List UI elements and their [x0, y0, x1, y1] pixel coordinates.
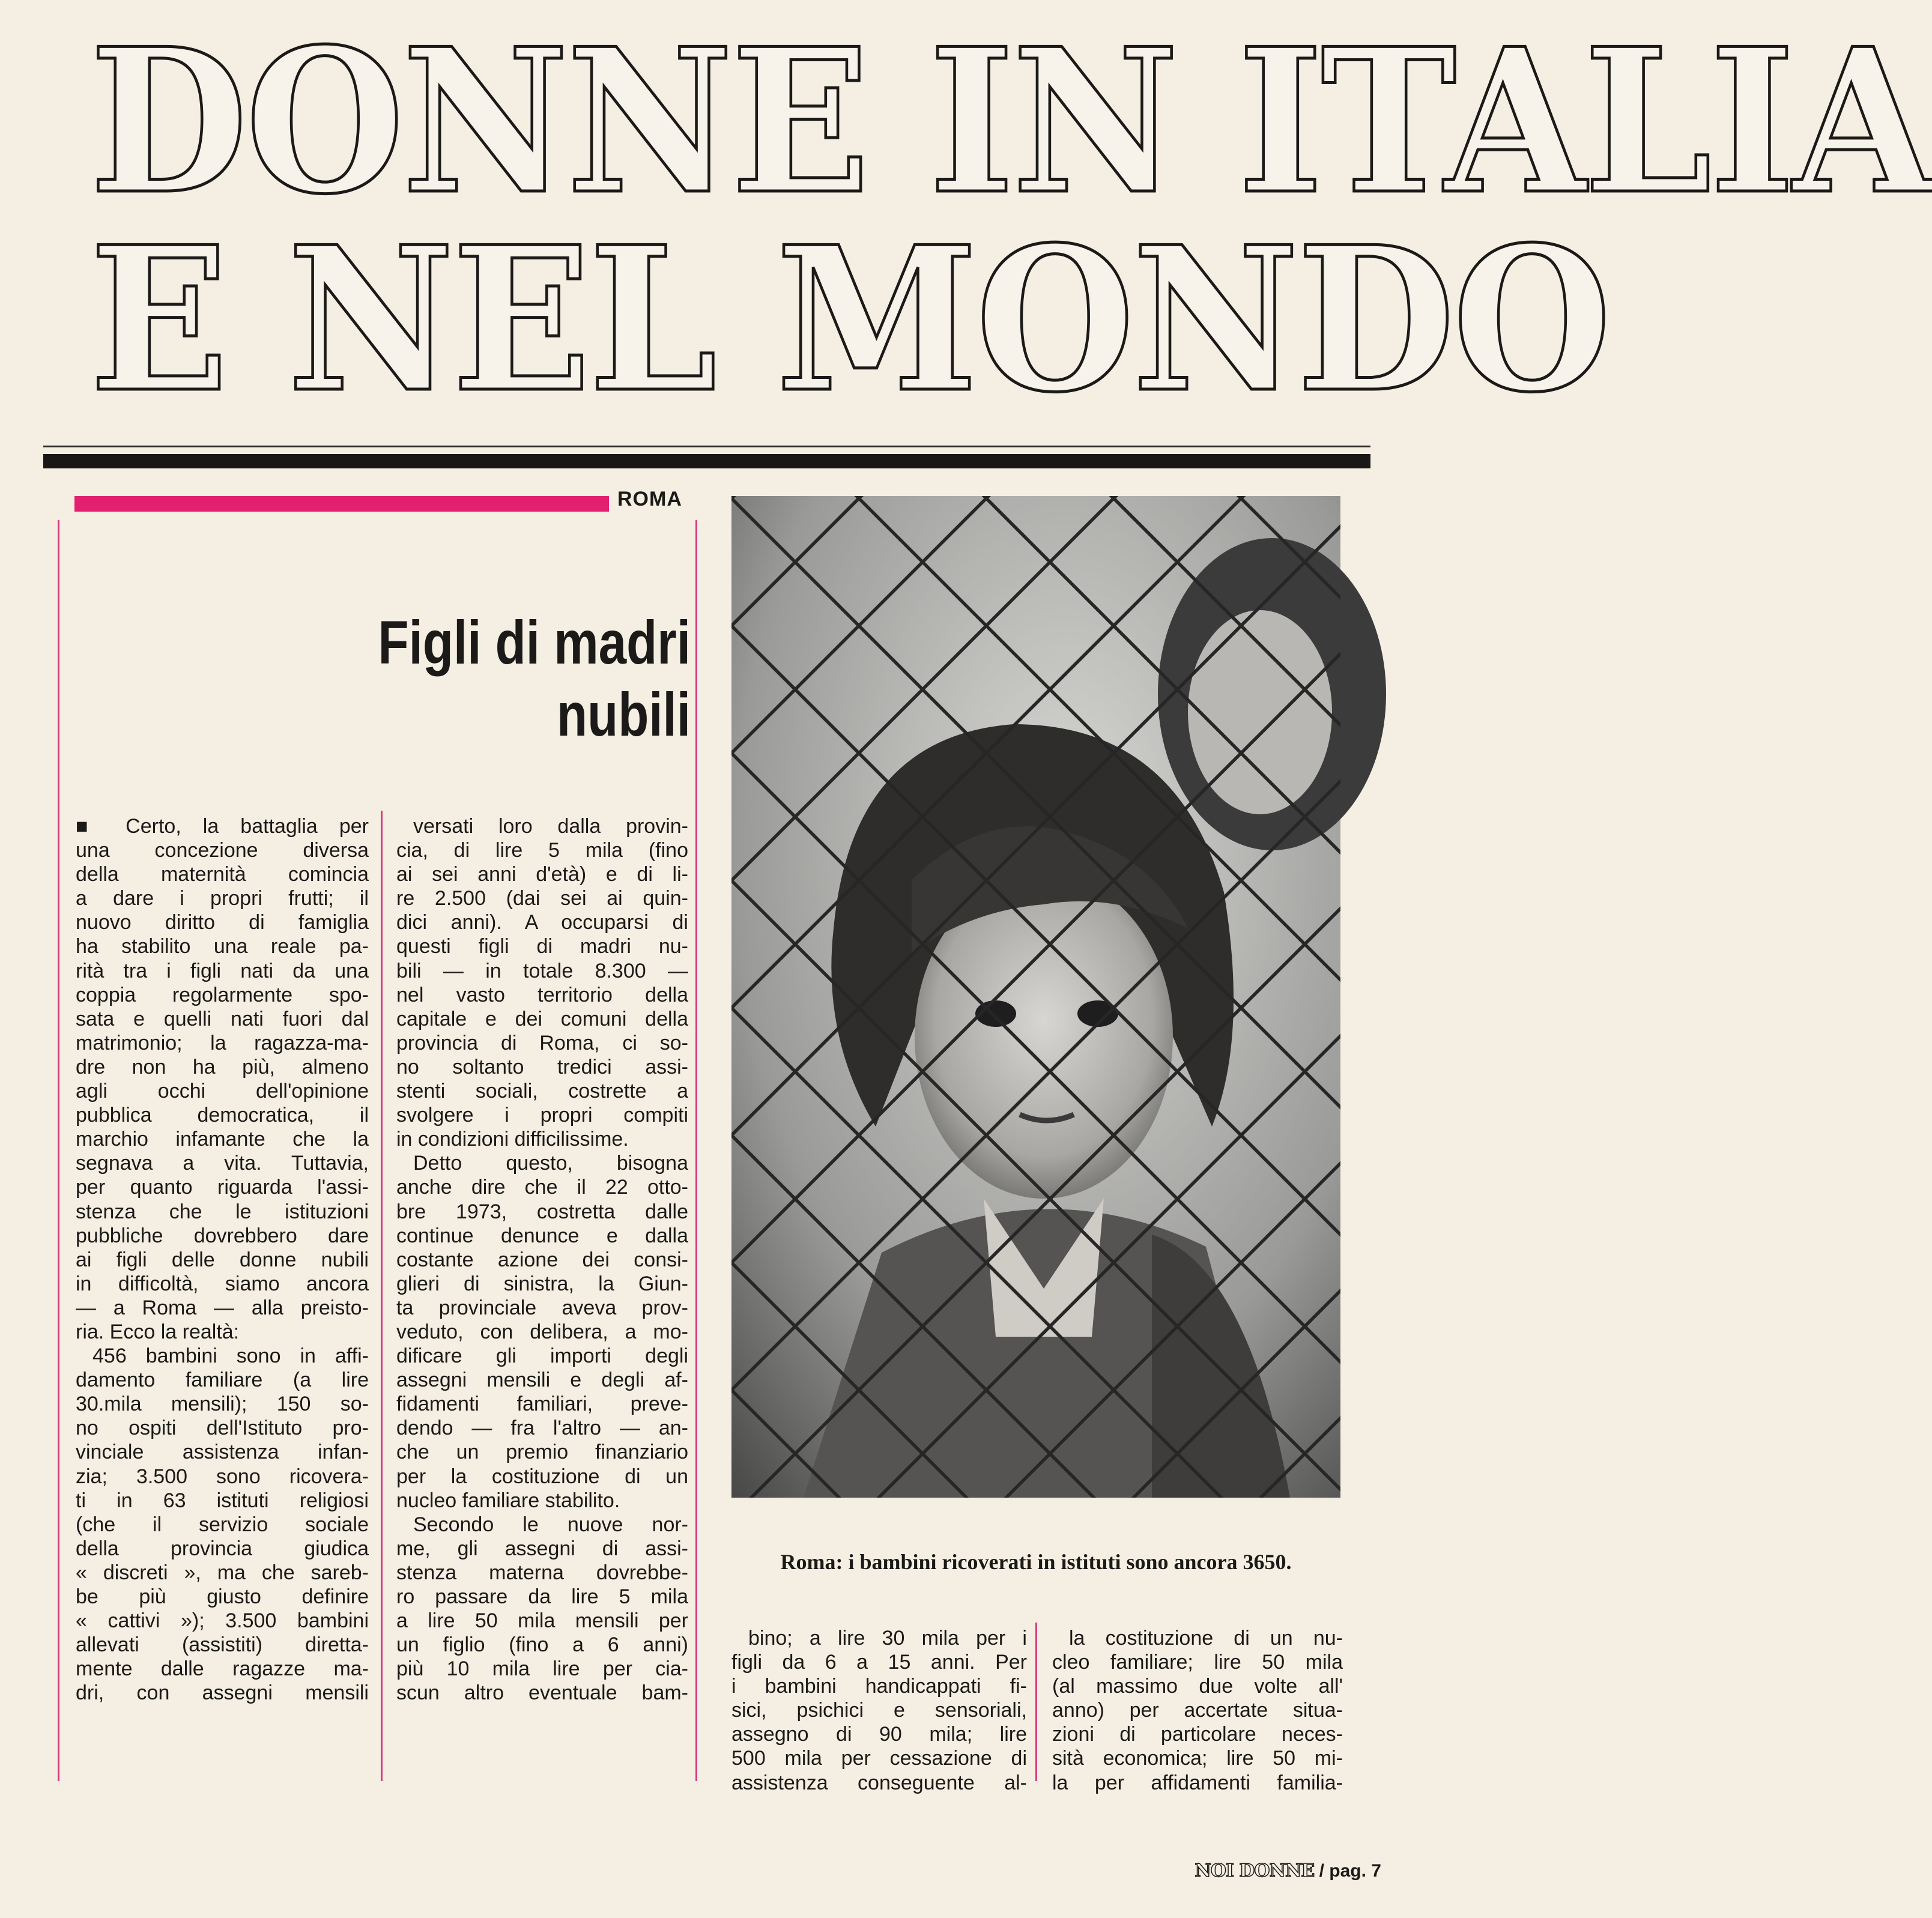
- text-line: ro passare da lire 5 mila: [396, 1585, 688, 1608]
- bullet-square: ■: [76, 815, 126, 838]
- article-paragraph: [731, 1626, 1027, 1795]
- text-line: dri, con assegni mensili: [76, 1681, 369, 1705]
- text-line: ta provinciale aveva prov-: [396, 1296, 688, 1319]
- text-line: dre non ha più, almeno: [76, 1055, 369, 1078]
- text-line: be più giusto definire: [76, 1585, 369, 1608]
- text-line: matrimonio; la ragazza-ma-: [76, 1031, 369, 1054]
- text-line: 500 mila per cessazione di: [731, 1747, 1027, 1770]
- text-line: — a Roma — alla preisto-: [76, 1296, 369, 1319]
- text-line: continue denunce e dalla: [396, 1224, 688, 1247]
- text-line: fidamenti familiari, preve-: [396, 1393, 688, 1416]
- section-kicker: ROMA: [617, 488, 682, 510]
- text-line: cleo familiare; lire 50 mila: [1052, 1651, 1343, 1674]
- text-line: ■ Certo, la battaglia per: [76, 815, 369, 838]
- headline-line-1: Figli di madri: [378, 608, 691, 677]
- text-line: nel vasto territorio della: [396, 983, 688, 1006]
- article-column-1: [76, 814, 369, 1705]
- text-line: zioni di particolare neces-: [1052, 1723, 1343, 1746]
- text-line: stenza che le istituzioni: [76, 1200, 369, 1223]
- text-line: assistenza conseguente al-: [731, 1771, 1027, 1794]
- text-line: che un premio finanziario: [396, 1441, 688, 1464]
- text-line: assegni mensili e degli af-: [396, 1369, 688, 1392]
- article-paragraph: [76, 1344, 369, 1705]
- column-rule-middle: [381, 811, 383, 1781]
- text-line: 456 bambini sono in affi-: [92, 1345, 369, 1368]
- text-line: in difficoltà, siamo ancora: [76, 1272, 369, 1295]
- article-paragraph: [76, 814, 369, 1344]
- text-line: bili — in totale 8.300 —: [396, 959, 688, 982]
- child-behind-fence-photo: [731, 496, 1340, 1498]
- article-column-3: [731, 1626, 1027, 1795]
- article-column-2: [396, 814, 688, 1705]
- column-rule-bottom: [1035, 1623, 1037, 1781]
- text-line: glieri di sinistra, la Giun-: [396, 1272, 688, 1295]
- text-line: provincia di Roma, ci so-: [396, 1031, 688, 1054]
- article-headline: [331, 607, 691, 751]
- text-line: nucleo familiare stabilito.: [396, 1489, 620, 1512]
- article-photo: [731, 496, 1340, 1498]
- text-line: marchio infamante che la: [76, 1128, 369, 1151]
- text-line: figli da 6 a 15 anni. Per: [731, 1651, 1027, 1674]
- text-line: vinciale assistenza infan-: [76, 1441, 369, 1464]
- text-line: assegno di 90 mila; lire: [731, 1723, 1027, 1746]
- text-line: bino; a lire 30 mila per i: [748, 1627, 1027, 1650]
- section-color-bar: [74, 496, 609, 512]
- text-line: me, gli assegni di assi-: [396, 1537, 688, 1560]
- article-column-4: [1052, 1626, 1343, 1795]
- column-rule-right: [695, 811, 697, 1781]
- masthead-thin-rule: [43, 446, 1370, 447]
- article-paragraph: [396, 1151, 688, 1512]
- text-line: bre 1973, costretta dalle: [396, 1200, 688, 1223]
- text-line: anno) per accertate situa-: [1052, 1699, 1343, 1722]
- text-line: stenti sociali, costrette a: [396, 1080, 688, 1103]
- text-line: in condizioni difficilissime.: [396, 1128, 629, 1151]
- text-line: rità tra i figli nati da una: [76, 959, 369, 982]
- masthead-thick-rule: [43, 454, 1370, 468]
- text-line: allevati (assistiti) diretta-: [76, 1633, 369, 1657]
- masthead-line-1: DONNE IN ITALIA: [89, 5, 1932, 238]
- headline-line-2: nubili: [557, 680, 691, 749]
- text-line: svolgere i propri compiti: [396, 1104, 688, 1127]
- text-line: della maternità comincia: [76, 863, 369, 886]
- text-line: ha stabilito una reale pa-: [76, 935, 369, 958]
- text-line: 30.mila mensili); 150 so-: [76, 1393, 369, 1416]
- text-line: una concezione diversa: [76, 839, 369, 862]
- text-line: la per affidamenti familia-: [1052, 1771, 1343, 1794]
- text-line: zia; 3.500 sono ricovera-: [76, 1465, 369, 1488]
- text-line: nuovo diritto di famiglia: [76, 911, 369, 934]
- text-line: Detto questo, bisogna: [413, 1152, 688, 1175]
- footer-separator: /: [1319, 1861, 1324, 1881]
- text-line: scun altro eventuale bam-: [396, 1681, 688, 1705]
- text-line: agli occhi dell'opinione: [76, 1080, 369, 1103]
- article-paragraph: [396, 814, 688, 1151]
- article-paragraph: [1052, 1626, 1343, 1795]
- text-line: dificare gli importi degli: [396, 1345, 688, 1368]
- text-line: costante azione dei consi-: [396, 1248, 688, 1271]
- text-line: segnava a vita. Tuttavia,: [76, 1152, 369, 1175]
- text-line: « cattivi »); 3.500 bambini: [76, 1609, 369, 1633]
- text-line: ti in 63 istituti religiosi: [76, 1489, 369, 1512]
- text-line: pubblica democratica, il: [76, 1104, 369, 1127]
- page-number: pag. 7: [1329, 1861, 1381, 1881]
- text-line: no ospiti dell'Istituto pro-: [76, 1417, 369, 1440]
- footer-brand: NOI DONNE: [1195, 1860, 1315, 1881]
- text-line: re 2.500 (dai sei ai quin-: [396, 887, 688, 910]
- text-line: cia, di lire 5 mila (fino: [396, 839, 688, 862]
- page-footer: [1195, 1860, 1381, 1881]
- masthead-line-2: E NEL MONDO: [89, 203, 1609, 436]
- text-line: veduto, con delibera, a mo-: [396, 1320, 688, 1343]
- text-line: ai figli delle donne nubili: [76, 1248, 369, 1271]
- text-line: i bambini handicappati fi-: [731, 1675, 1027, 1698]
- text-line: più 10 mila lire per cia-: [396, 1657, 688, 1681]
- text-line: per quanto riguarda l'assi-: [76, 1176, 369, 1199]
- text-line: anche dire che il 22 otto-: [396, 1176, 688, 1199]
- text-line: versati loro dalla provin-: [413, 815, 688, 838]
- text-line: ai sei anni d'età) e di li-: [396, 863, 688, 886]
- article-paragraph: [396, 1513, 688, 1705]
- text-line: capitale e dei comuni della: [396, 1007, 688, 1030]
- column-rule-left: [58, 520, 59, 1781]
- text-line: (al massimo due volte all': [1052, 1675, 1343, 1698]
- text-line: a dare i propri frutti; il: [76, 887, 369, 910]
- text-line: no soltanto tredici assi-: [396, 1055, 688, 1078]
- text-line: (che il servizio sociale: [76, 1513, 369, 1536]
- text-line: « discreti », ma che sareb-: [76, 1561, 369, 1584]
- text-line: della provincia giudica: [76, 1537, 369, 1560]
- text-line: damento familiare (a lire: [76, 1369, 369, 1392]
- column-rule-headline: [695, 520, 697, 826]
- photo-caption: Roma: i bambini ricoverati in istituti sono ancora 3650.: [780, 1550, 1292, 1574]
- text-line: la costituzione di un nu-: [1069, 1627, 1343, 1650]
- text-line: pubbliche dovrebbero dare: [76, 1224, 369, 1247]
- text-line: dici anni). A occuparsi di: [396, 911, 688, 934]
- text-line: coppia regolarmente spo-: [76, 983, 369, 1006]
- text-line: un figlio (fino a 6 anni): [396, 1633, 688, 1657]
- text-line: Secondo le nuove nor-: [413, 1513, 688, 1536]
- text-line: dendo — fra l'altro — an-: [396, 1417, 688, 1440]
- text-line: mente dalle ragazze ma-: [76, 1657, 369, 1681]
- text-line: a lire 50 mila mensili per: [396, 1609, 688, 1633]
- text-line: sata e quelli nati fuori dal: [76, 1007, 369, 1030]
- text-line: ria. Ecco la realtà:: [76, 1320, 240, 1343]
- text-line: stenza materna dovrebbe-: [396, 1561, 688, 1584]
- text-line: questi figli di madri nu-: [396, 935, 688, 958]
- text-line: sità economica; lire 50 mi-: [1052, 1747, 1343, 1770]
- text-line: sici, psichici e sensoriali,: [731, 1699, 1027, 1722]
- text-line: per la costituzione di un: [396, 1465, 688, 1488]
